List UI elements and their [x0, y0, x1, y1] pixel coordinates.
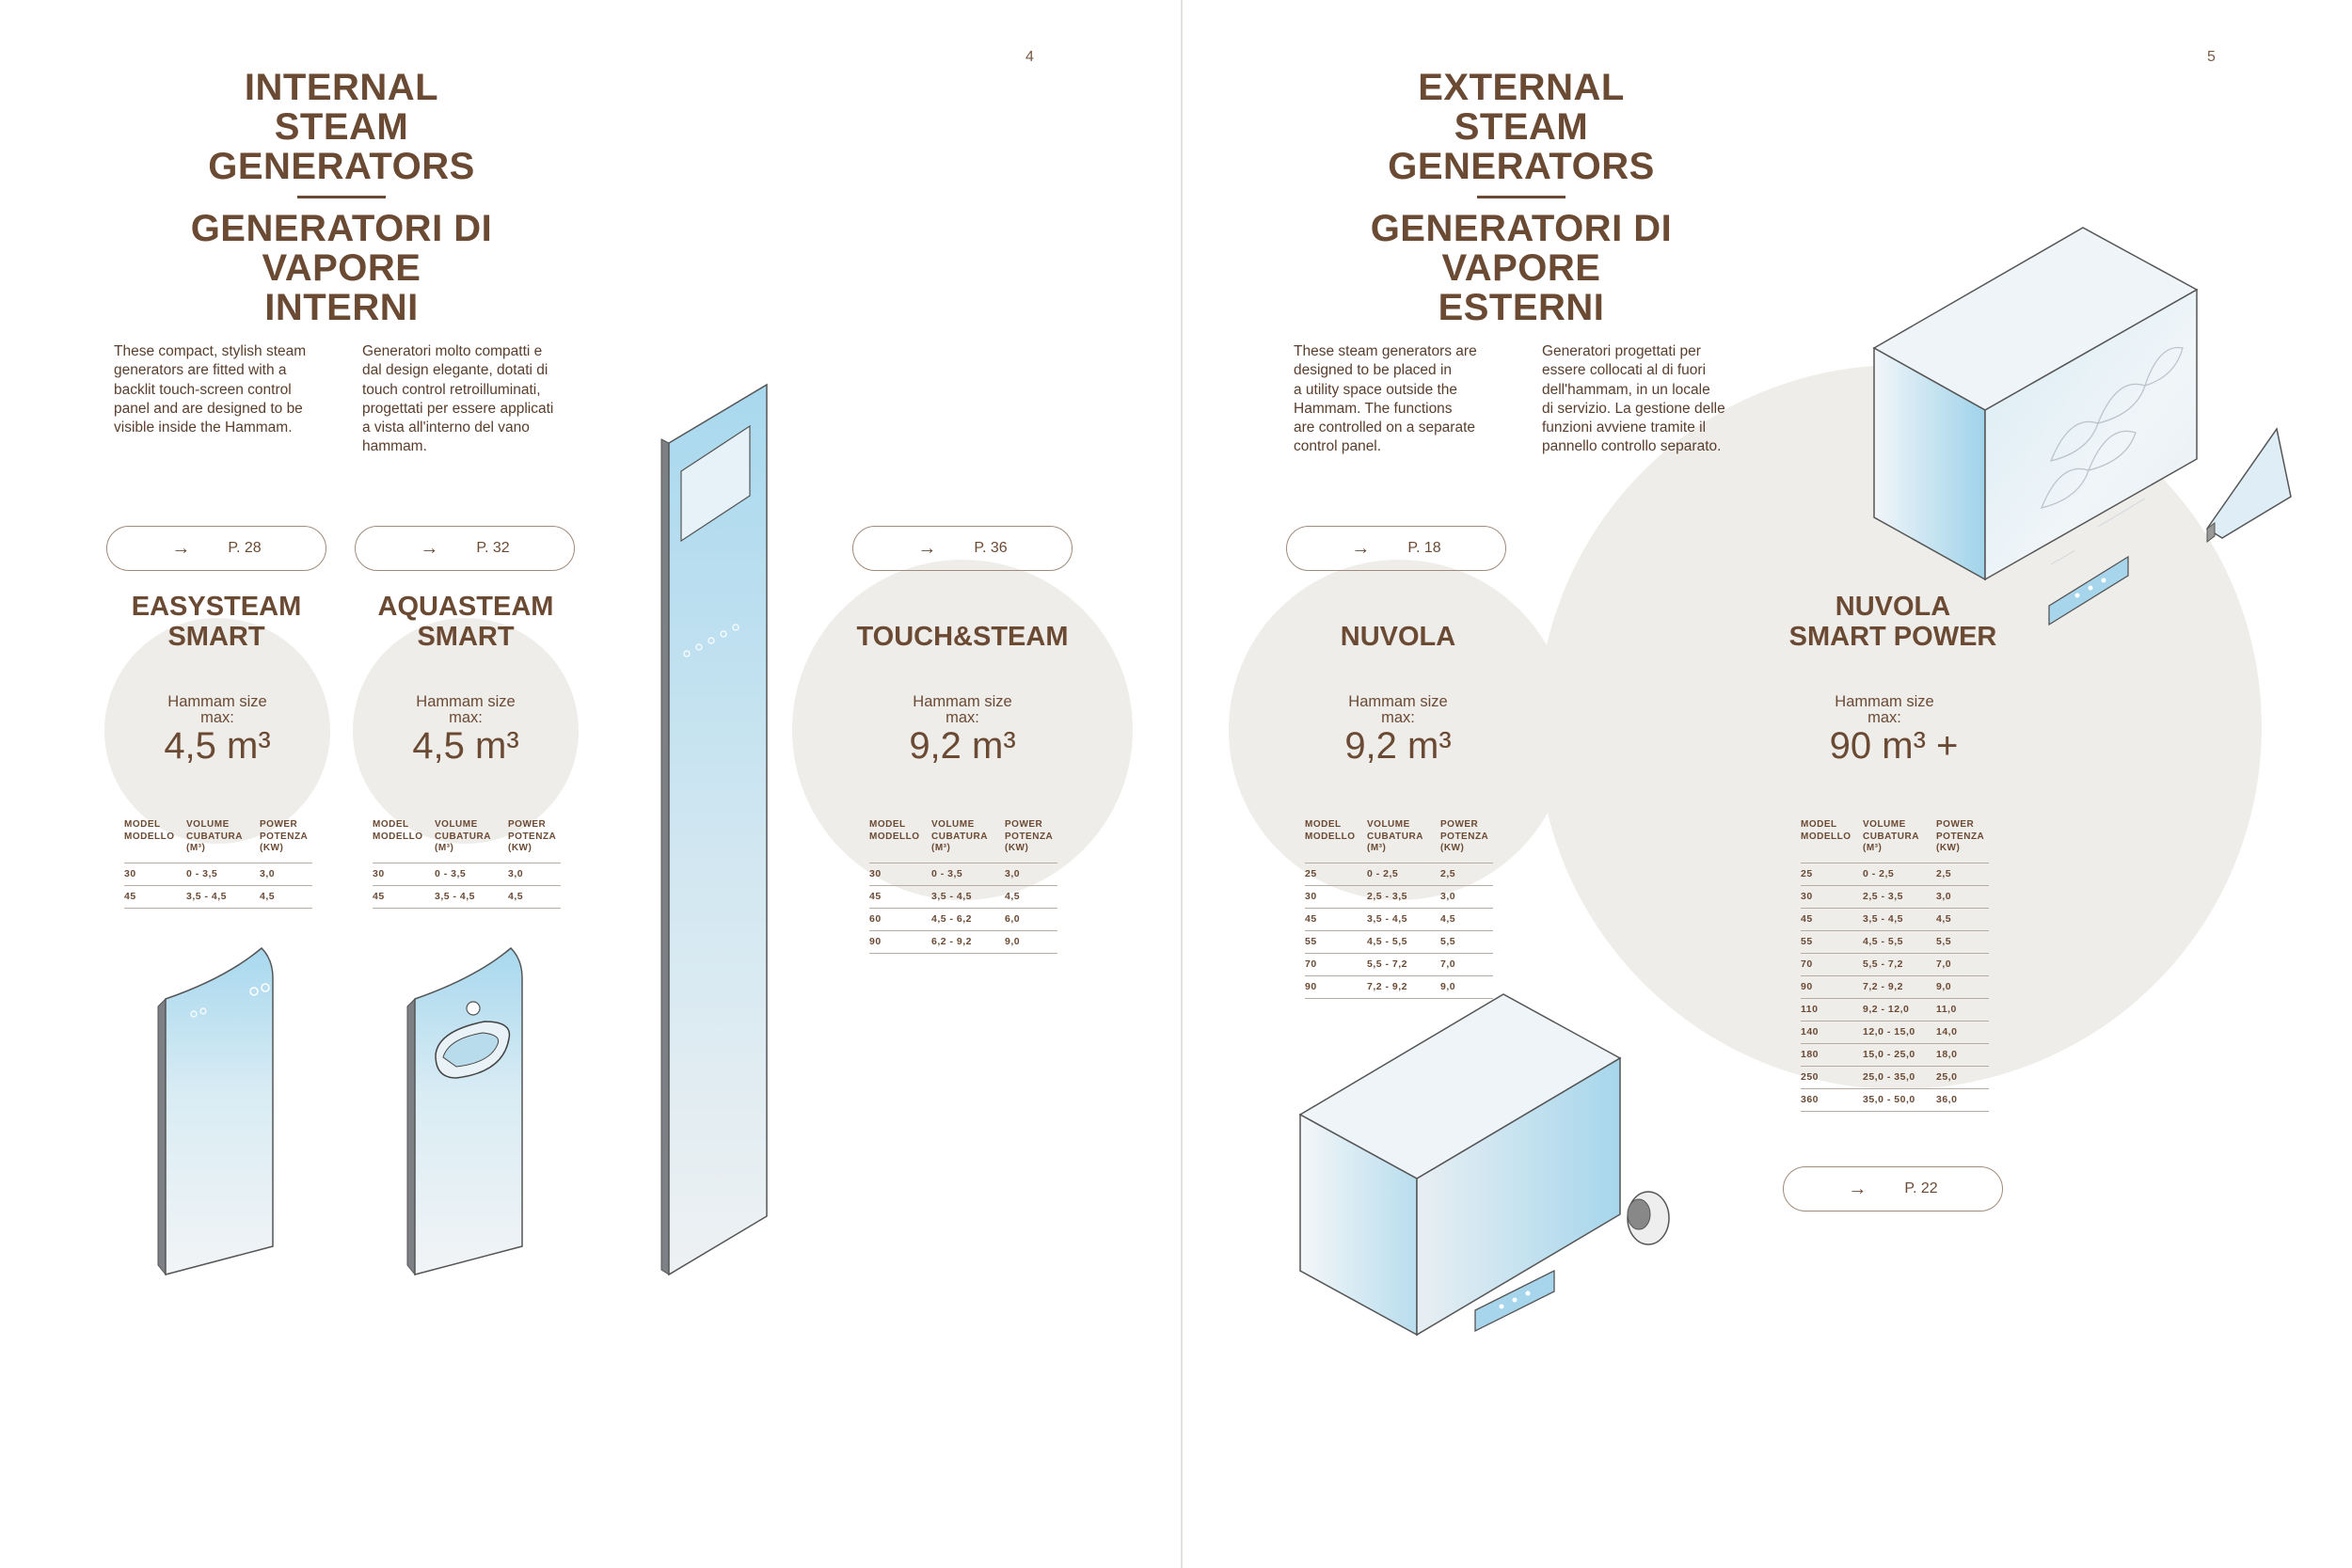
text-line: designed to be placed in	[1294, 362, 1453, 379]
text-line: backlit touch-screen control	[114, 381, 292, 398]
name-line: TOUCH&STEAM	[856, 622, 1069, 652]
hammam-size-label	[1790, 694, 1979, 726]
title-line: GENERATORS	[208, 146, 475, 187]
page-ref: P. 18	[1407, 540, 1441, 556]
page-number-right: 5	[2207, 49, 2216, 65]
title-rule	[1477, 196, 1565, 198]
link-aquasteam-page[interactable]	[355, 526, 575, 571]
text-line: hammam.	[362, 438, 427, 455]
link-nuvola-page[interactable]	[1286, 526, 1506, 571]
col-power: POWER POTENZA (KW)	[1005, 819, 1054, 853]
table-row: 55 4,5 - 5,5 5,5	[1801, 930, 1989, 953]
text-line: di servizio. La gestione delle	[1542, 400, 1725, 417]
product-name-aquasteam	[315, 592, 616, 652]
title-line: EXTERNAL	[1418, 67, 1625, 108]
col-power: POWER POTENZA (KW)	[260, 819, 309, 853]
label-line: max:	[1867, 709, 1901, 726]
hammam-size-label	[123, 694, 311, 726]
label-line: Hammam size	[1348, 693, 1448, 710]
hammam-size-label	[1304, 694, 1492, 726]
page-ref: P. 28	[228, 540, 262, 556]
table-row: 60 4,5 - 6,2 6,0	[869, 908, 1057, 930]
spec-table-nuvola	[1305, 819, 1493, 999]
touchsteam-illustration	[654, 381, 776, 1275]
title-line: GENERATORS	[1388, 146, 1655, 187]
nuvola-illustration	[1298, 992, 1693, 1350]
name-line: SMART	[167, 622, 265, 652]
table-row: 55 4,5 - 5,5 5,5	[1305, 930, 1493, 953]
name-line: SMART	[417, 622, 515, 652]
page-number-left: 4	[1025, 49, 1034, 65]
col-volume: VOLUME CUBATURA (M³)	[186, 819, 243, 853]
table-row: 30 2,5 - 3,5 3,0	[1305, 885, 1493, 908]
page-ref: P. 22	[1904, 1180, 1938, 1196]
col-power: POWER POTENZA (KW)	[508, 819, 557, 853]
title-rule	[297, 196, 386, 198]
title-internal-it	[153, 209, 530, 327]
text-line: These steam generators are	[1294, 343, 1477, 359]
text-line: essere collocati al di fuori	[1542, 362, 1707, 379]
easysteam-illustration	[151, 941, 282, 1289]
col-model: MODEL MODELLO	[1305, 819, 1356, 842]
table-row: 25 0 - 2,5 2,5	[1305, 863, 1493, 885]
text-line: dal design elegante, dotati di	[362, 362, 548, 379]
text-line: panel and are designed to be	[114, 400, 303, 417]
table-row: 180 15,0 - 25,0 18,0	[1801, 1043, 1989, 1066]
label-line: Hammam size	[416, 693, 516, 710]
table-row: 140 12,0 - 15,0 14,0	[1801, 1021, 1989, 1043]
text-line: generators are fitted with a	[114, 362, 287, 379]
table-row: 25 0 - 2,5 2,5	[1801, 863, 1989, 885]
hammam-size-label	[372, 694, 560, 726]
text-line: touch control retroilluminati,	[362, 381, 541, 398]
title-line: GENERATORI DI	[1370, 208, 1673, 249]
table-row: 90 7,2 - 9,2 9,0	[1305, 975, 1493, 998]
arrow-right-icon: →	[1351, 537, 1371, 559]
text-line: dell'hammam, in un locale	[1542, 381, 1710, 398]
col-power: POWER POTENZA (KW)	[1936, 819, 1985, 853]
text-line: a vista all'interno del vano	[362, 420, 530, 436]
table-row: 30 0 - 3,5 3,0	[124, 863, 312, 885]
title-line: GENERATORI DI	[190, 208, 493, 249]
text-line: visible inside the Hammam.	[114, 420, 293, 436]
text-line: are controlled on a separate	[1294, 420, 1476, 436]
nuvola-smart-power-illustration	[1872, 226, 2296, 640]
table-row: 45 3,5 - 4,5 4,5	[124, 885, 312, 908]
link-nuvola-smart-page[interactable]	[1783, 1166, 2003, 1212]
text-line: Hammam. The functions	[1294, 400, 1453, 417]
col-model: MODEL MODELLO	[373, 819, 423, 842]
label-line: max:	[449, 709, 483, 726]
spec-table-easysteam	[124, 819, 312, 909]
hammam-size-label	[868, 694, 1057, 726]
table-row: 30 0 - 3,5 3,0	[373, 863, 561, 885]
table-row: 110 9,2 - 12,0 11,0	[1801, 998, 1989, 1021]
col-model: MODEL MODELLO	[1801, 819, 1851, 842]
text-line: funzioni avviene tramite il	[1542, 420, 1707, 436]
col-model: MODEL MODELLO	[869, 819, 920, 842]
label-line: Hammam size	[167, 693, 267, 710]
table-row: 45 3,5 - 4,5 4,5	[1801, 908, 1989, 930]
label-line: Hammam size	[1835, 693, 1934, 710]
spec-table-nuvola-smart-power	[1801, 819, 1989, 1112]
hammam-max-value: 9,2 m³	[909, 725, 1016, 767]
text-line: progettati per essere applicati	[362, 400, 554, 417]
table-row: 70 5,5 - 7,2 7,0	[1305, 953, 1493, 975]
title-external-it	[1333, 209, 1709, 327]
title-line: INTERNAL	[244, 67, 439, 108]
label-line: max:	[1381, 709, 1415, 726]
table-row: 360 35,0 - 50,0 36,0	[1801, 1088, 1989, 1111]
title-line: STEAM	[1454, 106, 1589, 148]
arrow-right-icon: →	[1848, 1178, 1867, 1199]
page-ref: P. 32	[476, 540, 510, 556]
hammam-max-value: 9,2 m³	[1344, 725, 1452, 767]
table-row: 30 0 - 3,5 3,0	[869, 863, 1057, 885]
text-line: pannello controllo separato.	[1542, 438, 1722, 455]
intro-text-it-left	[362, 342, 588, 457]
col-volume: VOLUME CUBATURA (M³)	[1367, 819, 1423, 853]
table-row: 45 3,5 - 4,5 4,5	[869, 885, 1057, 908]
title-line: ESTERNI	[1438, 287, 1605, 328]
arrow-right-icon: →	[917, 537, 937, 559]
page-fold	[1181, 0, 1183, 1568]
intro-text-it-right	[1542, 342, 1768, 457]
spec-table-touchsteam	[869, 819, 1057, 954]
table-row: 90 6,2 - 9,2 9,0	[869, 930, 1057, 953]
col-volume: VOLUME CUBATURA (M³)	[435, 819, 491, 853]
title-line: VAPORE	[1441, 247, 1601, 289]
label-line: max:	[200, 709, 234, 726]
intro-text-en-right	[1294, 342, 1519, 457]
table-row: 250 25,0 - 35,0 25,0	[1801, 1066, 1989, 1088]
text-line: control panel.	[1294, 438, 1382, 455]
table-row: 30 2,5 - 3,5 3,0	[1801, 885, 1989, 908]
product-name-nuvola	[1248, 622, 1549, 652]
label-line: Hammam size	[913, 693, 1012, 710]
link-touchsteam-page[interactable]	[852, 526, 1073, 571]
table-row: 90 7,2 - 9,2 9,0	[1801, 975, 1989, 998]
aquasteam-illustration	[400, 941, 532, 1289]
title-external-en	[1333, 68, 1709, 186]
name-line: NUVOLA	[1835, 592, 1951, 622]
table-row: 45 3,5 - 4,5 4,5	[1305, 908, 1493, 930]
col-volume: VOLUME CUBATURA (M³)	[931, 819, 988, 853]
text-line: a utility space outside the	[1294, 381, 1458, 398]
name-line: AQUASTEAM	[377, 592, 554, 622]
link-easysteam-page[interactable]	[106, 526, 326, 571]
col-power: POWER POTENZA (KW)	[1440, 819, 1489, 853]
intro-text-en-left	[114, 342, 340, 437]
name-line: EASYSTEAM	[131, 592, 302, 622]
title-line: STEAM	[274, 106, 409, 148]
name-line: SMART POWER	[1788, 622, 1997, 652]
col-volume: VOLUME CUBATURA (M³)	[1863, 819, 1919, 853]
spec-table-aquasteam	[373, 819, 561, 909]
label-line: max:	[946, 709, 979, 726]
table-row: 70 5,5 - 7,2 7,0	[1801, 953, 1989, 975]
text-line: These compact, stylish steam	[114, 343, 307, 359]
arrow-right-icon: →	[171, 537, 191, 559]
title-internal-en	[153, 68, 530, 186]
hammam-max-value: 4,5 m³	[164, 725, 271, 767]
title-line: INTERNI	[264, 287, 419, 328]
arrow-right-icon: →	[420, 537, 439, 559]
title-line: VAPORE	[262, 247, 421, 289]
product-name-touchsteam	[812, 622, 1113, 652]
text-line: Generatori progettati per	[1542, 343, 1701, 359]
text-line: Generatori molto compatti e	[362, 343, 543, 359]
name-line: NUVOLA	[1340, 622, 1456, 652]
hammam-max-value: 4,5 m³	[412, 725, 519, 767]
page-ref: P. 36	[974, 540, 1008, 556]
col-model: MODEL MODELLO	[124, 819, 175, 842]
table-row: 45 3,5 - 4,5 4,5	[373, 885, 561, 908]
hammam-max-value: 90 m³ +	[1829, 725, 1959, 767]
